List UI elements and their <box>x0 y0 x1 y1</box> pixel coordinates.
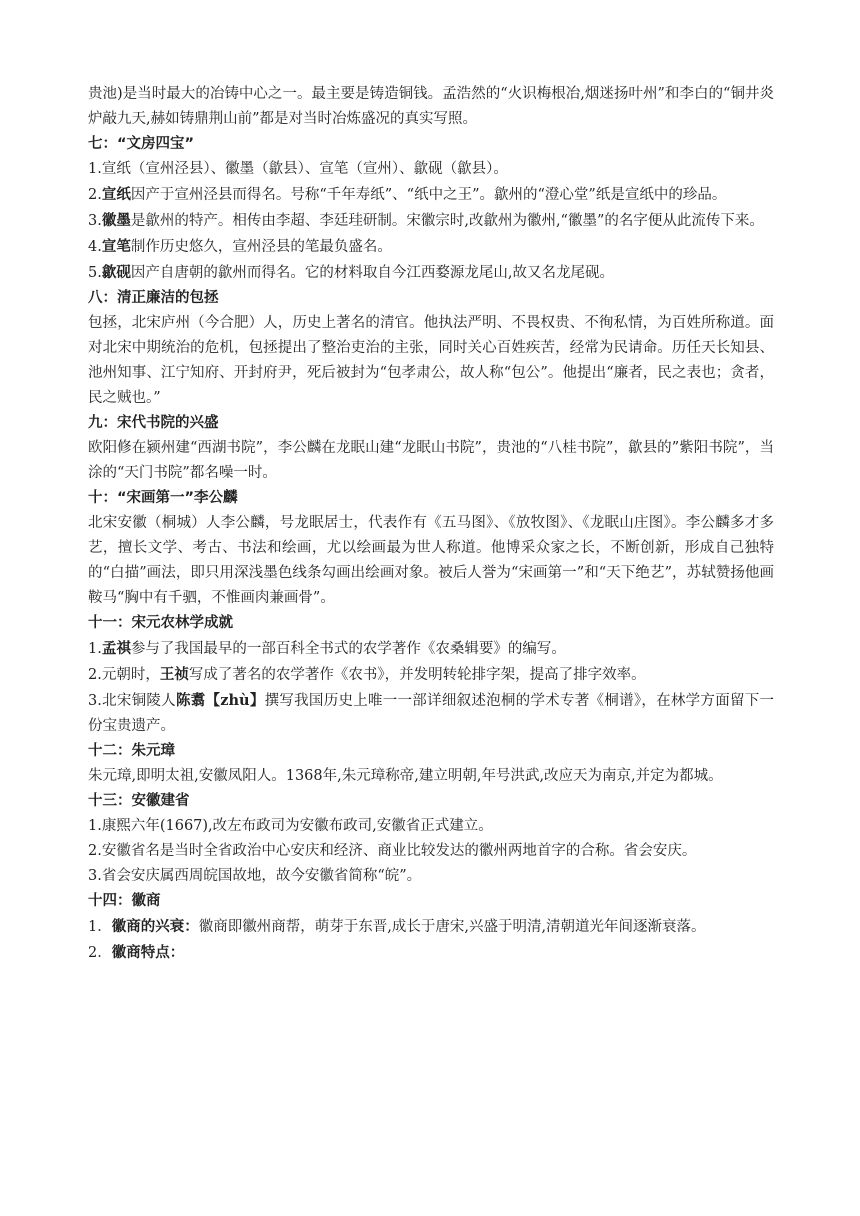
term-wang-zhen: 王祯 <box>159 666 189 683</box>
paragraph-li-gonglin: 北宋安徽（桐城）人李公麟，号龙眠居士，代表作有《五马图》、《放牧图》、《龙眠山庄图》。李公麟多才多艺，擅长文学、考古、书法和绘画，尤以绘画最为世人称道。他博采众家之长，不断创新，形成自己独特的“白描”画法，即只用深浅墨色线条勾画出绘画对象。被后人誉为“宋画第一”和“天下绝艺”，苏轼赞扬他画鞍马“胸中有千驷，不惟画肉兼画骨”。 <box>88 515 774 606</box>
paragraph-zhu-yuanzhang: 朱元璋,即明太祖,安徽凤阳人。1368年,朱元璋称帝,建立明朝,年号洪武,改应天为南京,并定为都城。 <box>88 768 723 784</box>
heading-zhu-yuanzhang: 十二：朱元璋 <box>88 743 175 759</box>
item-prefix: 3.北宋铜陵人 <box>88 693 176 709</box>
list-item <box>88 182 774 208</box>
item-text: 因产于宣州泾县而得名。号称“千年寿纸”、“纸中之王”。歙州的“澄心堂”纸是宣纸中的珍品。 <box>130 187 727 203</box>
list-item <box>88 940 774 966</box>
item-number: 1． <box>88 919 112 935</box>
list-item <box>88 914 774 940</box>
item-text: 撰写我国历史上唯一一部详细叙述泡桐的学术专著《桐谱》，在林学方面留下一份宝贵遗产。 <box>88 693 774 734</box>
item-text: 徽商即徽州商帮，萌芽于东晋,成长于唐宋,兴盛于明清,清朝道光年间逐渐衰落。 <box>198 919 706 935</box>
item-prefix: 2.元朝时， <box>88 667 160 683</box>
list-item <box>88 688 774 739</box>
heading-anhui-province: 十三：安徽建省 <box>88 793 190 809</box>
list-item <box>88 208 774 234</box>
item-number: 4. <box>88 239 102 255</box>
term-meng-qi: 孟祺 <box>101 640 131 657</box>
list-item: 2.安徽省名是当时全省政治中心安庆和经济、商业比较发达的徽州两地首字的合称。省会安庆。 <box>88 843 697 859</box>
paragraph-bao-zheng: 包拯，北宋庐州（今合肥）人，历史上著名的清官。他执法严明、不畏权贵、不徇私情，为百姓所称道。面对北宋中期统治的危机，包拯提出了整治吏治的主张，同时关心百姓疾苦，经常为民请命。历任天长知县、池州知事、江宁知府、开封府尹，死后被封为“包孝肃公，故人称“包公”。他提出“廉者，民之表也；贪者，民之贼也。” <box>88 315 774 406</box>
paragraph-academies: 欧阳修在颍州建“西湖书院”，李公麟在龙眠山建“龙眠山书院”，贵池的“八桂书院”，歙县的”紫阳书院”，当涂的“天门书院”都名噪一时。 <box>88 440 774 481</box>
term-characteristics: 徽商特点： <box>111 944 185 961</box>
document-page <box>88 82 774 966</box>
term-she-inkstone: 歙砚 <box>101 264 131 281</box>
item-text: 制作历史悠久，宣州泾县的笔最负盛名。 <box>130 239 392 255</box>
item-number: 1. <box>88 641 102 657</box>
heading-li-gonglin: 十：“宋画第一”李公麟 <box>88 490 238 506</box>
item-text: 是歙州的特产。相传由李超、李廷珪研制。宋徽宗时,改歙州为徽州,“徽墨”的名字便从此流传下来。 <box>130 213 764 229</box>
item-text: 因产自唐朝的歙州而得名。它的材料取自今江西婺源龙尾山,故又名龙尾砚。 <box>130 265 614 281</box>
item-number: 2． <box>88 945 112 961</box>
list-item <box>88 234 774 260</box>
list-item: 1.宣纸（宣州泾县）、徽墨（歙县）、宣笔（宣州）、歙砚（歙县）。 <box>88 161 508 177</box>
term-chen-zhu: 陈翥【zhù】 <box>175 692 265 709</box>
item-number: 3. <box>88 213 102 229</box>
list-item: 3.省会安庆属西周皖国故地，故今安徽省简称“皖”。 <box>88 868 422 884</box>
item-text: 写成了著名的农学著作《农书》，并发明转轮排字架，提高了排字效率。 <box>188 667 646 683</box>
heading-four-treasures: 七：“文房四宝” <box>88 136 195 152</box>
term-hui-ink: 徽墨 <box>101 212 131 229</box>
list-item: 1.康熙六年(1667),改左布政司为安徽布政司,安徽省正式建立。 <box>88 818 493 834</box>
term-xuan-paper: 宣纸 <box>101 186 131 203</box>
paragraph-smelting: 贵池)是当时最大的冶铸中心之一。最主要是铸造铜钱。孟浩然的“火识梅根冶,烟迷扬叶州”和李白的“铜井炎炉敲九天,赫如铸鼎荆山前”都是对当时冶炼盛况的真实写照。 <box>88 86 774 127</box>
item-number: 5. <box>88 265 102 281</box>
term-rise-fall: 徽商的兴衰： <box>111 918 199 935</box>
list-item <box>88 662 774 688</box>
item-number: 2. <box>88 187 102 203</box>
term-xuan-brush: 宣笔 <box>101 238 131 255</box>
heading-bao-zheng: 八：清正廉洁的包拯 <box>88 290 219 306</box>
list-item <box>88 260 774 286</box>
heading-agriculture: 十一：宋元农林学成就 <box>88 615 233 631</box>
heading-academies: 九：宋代书院的兴盛 <box>88 415 219 431</box>
list-item <box>88 636 774 662</box>
heading-hui-merchants: 十四：徽商 <box>88 893 161 909</box>
item-text: 参与了我国最早的一部百科全书式的农学著作《农桑辑要》的编写。 <box>130 641 566 657</box>
